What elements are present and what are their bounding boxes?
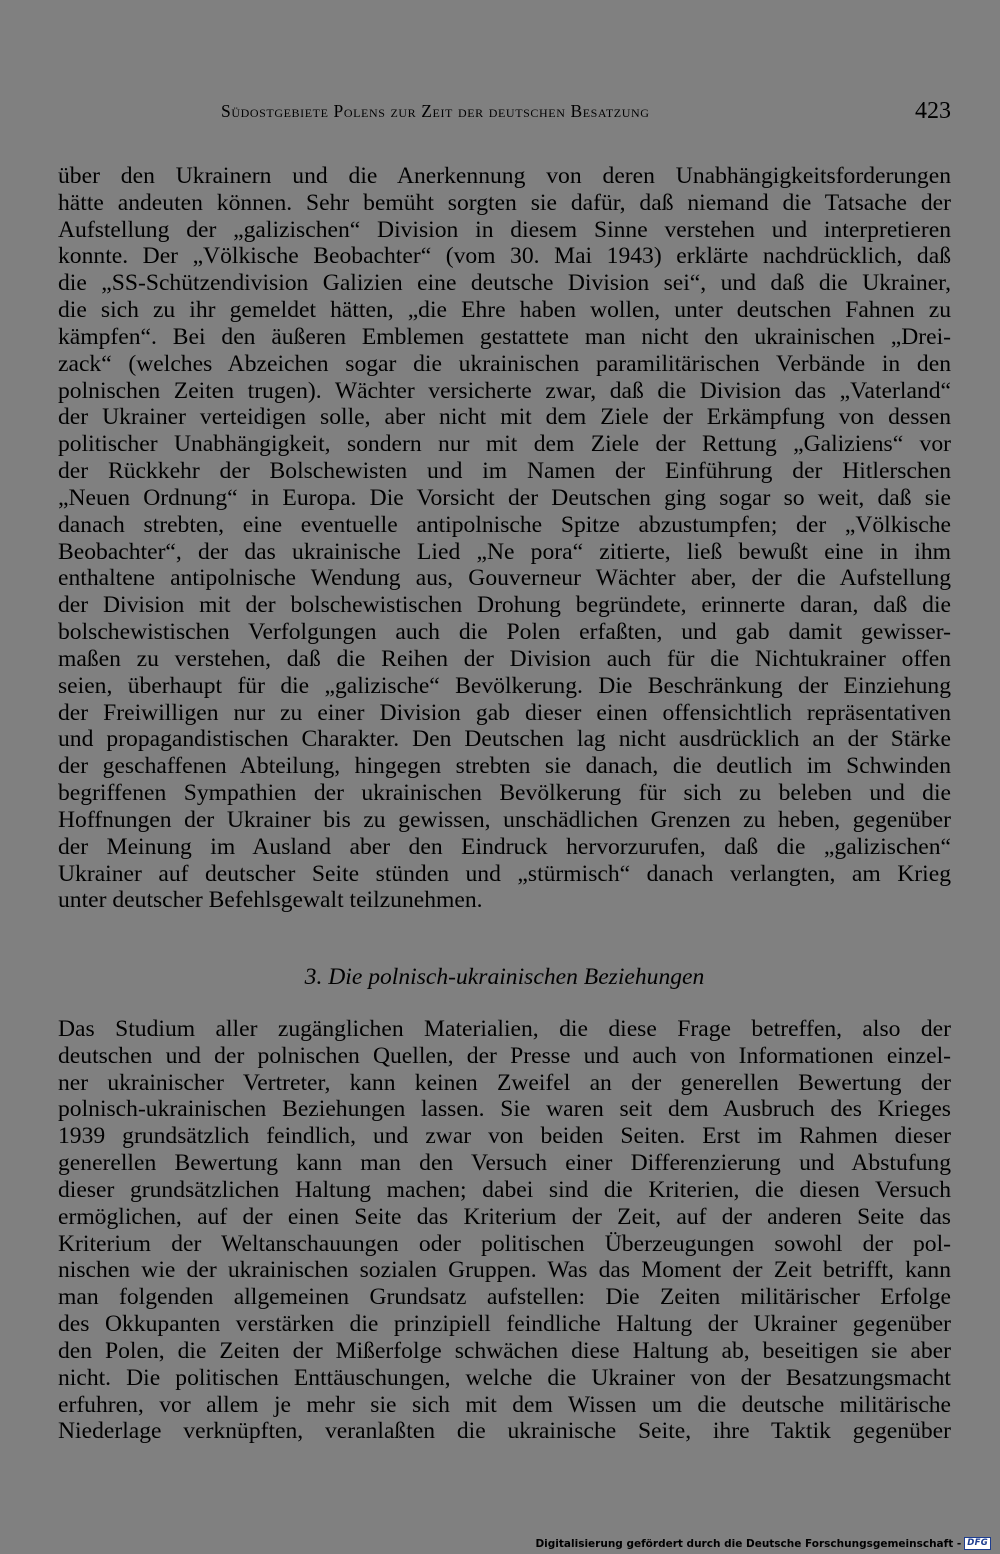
page-number: 423 [915, 98, 951, 124]
text-line: bolschewistischen Verfolgungen auch die Polen erfaßten, und gab damit gewisser- [58, 619, 951, 646]
text-line: 1939 grundsätzlich feindlich, und zwar von beiden Seiten. Erst im Rahmen dieser [58, 1123, 951, 1150]
text-line: erfuhren, vor allem je mehr sie sich mit dem Wissen um die deutsche militärische [58, 1391, 951, 1418]
text-line: über den Ukrainern und die Anerkennung von deren Unabhängigkeitsforderungen [58, 163, 951, 189]
text-line: nicht. Die politischen Enttäuschungen, welche die Ukrainer von der Besatzungsmacht [58, 1364, 951, 1391]
text-line: enthaltene antipolnische Wendung aus, Gouverneur Wächter aber, der die Aufstellung [58, 565, 951, 592]
text-line: der Ukrainer verteidigen solle, aber nicht mit dem Ziele der Erkämpfung von dessen [58, 404, 951, 431]
text-line: die sich zu ihr gemeldet hätten, „die Ehre haben wollen, unter deutschen Fahnen zu [58, 297, 951, 324]
document-page [58, 0, 951, 1540]
text-line: nischen wie der ukrainischen sozialen Gruppen. Was das Moment der Zeit betrifft, kann [58, 1257, 951, 1284]
running-head [58, 98, 951, 131]
footer-credit [535, 1537, 991, 1550]
text-line: den Polen, die Zeiten der Mißerfolge schwächen diese Haltung ab, beseitigen sie aber [58, 1337, 951, 1364]
text-line: ermöglichen, auf der einen Seite das Kriterium der Zeit, auf der anderen Seite das [58, 1203, 951, 1230]
text-line: maßen zu verstehen, daß die Reihen der Division auch für die Nichtukrainer offen [58, 645, 951, 672]
text-line: polnischen Zeiten trugen). Wächter versicherte zwar, daß die Division das „Vaterland“ [58, 377, 951, 404]
text-line: der Meinung im Ausland aber den Eindruck hervorzurufen, daß die „galizischen“ [58, 833, 951, 860]
text-line: kämpfen“. Bei den äußeren Emblemen gestattete man nicht den ukrainischen „Drei- [58, 323, 951, 350]
text-line: zack“ (welches Abzeichen sogar die ukrainischen paramilitärischen Verbände in den [58, 350, 951, 377]
text-line: Niederlage verknüpften, veranlaßten die ukrainische Seite, ihre Taktik gegenüber [58, 1418, 951, 1445]
text-line: dieser grundsätzlichen Haltung machen; dabei sind die Kriterien, die diesen Versuch [58, 1176, 951, 1203]
paragraph-2 [58, 1016, 951, 1445]
text-line: begriffenen Sympathien der ukrainischen Bevölkerung für sich zu beleben und die [58, 780, 951, 807]
text-line: Ukrainer auf deutscher Seite stünden und „stürmisch“ danach verlangten, am Krieg [58, 860, 951, 887]
text-line: generellen Bewertung kann man den Versuch einer Differenzierung und Abstufung [58, 1150, 951, 1177]
running-title: Südostgebiete Polens zur Zeit der deutschen Besatzung [221, 101, 650, 121]
paragraph-1 [58, 163, 951, 914]
text-line: Kriterium der Weltanschauungen oder politischen Überzeugungen sowohl der pol- [58, 1230, 951, 1257]
text-line: man folgenden allgemeinen Grundsatz aufstellen: Die Zeiten militärischer Erfolge [58, 1284, 951, 1311]
text-line: „Neuen Ordnung“ in Europa. Die Vorsicht der Deutschen ging sogar so weit, daß sie [58, 484, 951, 511]
text-line: polnisch-ukrainischen Beziehungen lassen. Sie waren seit dem Ausbruch des Krieges [58, 1096, 951, 1123]
text-line: Aufstellung der „galizischen“ Division in diesem Sinne verstehen und interpretieren [58, 216, 951, 243]
dfg-logo-icon: DFG [964, 1537, 991, 1550]
text-line: konnte. Der „Völkische Beobachter“ (vom 30. Mai 1943) erklärte nachdrücklich, daß [58, 243, 951, 270]
text-line: die „SS-Schützendivision Galizien eine deutsche Division sei“, und daß die Ukrainer, [58, 270, 951, 297]
text-line: des Okkupanten verstärken die prinzipiell feindliche Haltung der Ukrainer gegenüber [58, 1311, 951, 1338]
text-line: Beobachter“, der das ukrainische Lied „Ne pora“ zitierte, ließ bewußt eine in ihm [58, 538, 951, 565]
text-line: danach strebten, eine eventuelle antipolnische Spitze abzustumpfen; der „Völkische [58, 511, 951, 538]
footer-credit-text: Digitalisierung gefördert durch die Deutsche Forschungsgemeinschaft - [535, 1537, 962, 1550]
text-line: hätte andeuten können. Sehr bemüht sorgten sie dafür, daß niemand die Tatsache der [58, 189, 951, 216]
text-line: und propagandistischen Charakter. Den Deutschen lag nicht ausdrücklich an der Stärke [58, 726, 951, 753]
text-line: der Division mit der bolschewistischen Drohung begründete, erinnerte daran, daß die [58, 592, 951, 619]
text-line: Das Studium aller zugänglichen Materialien, die diese Frage betreffen, also der [58, 1016, 951, 1042]
text-line: seien, überhaupt für die „galizische“ Bevölkerung. Die Beschränkung der Einziehung [58, 672, 951, 699]
text-line: der geschaffenen Abteilung, hingegen strebten sie danach, die deutlich im Schwinden [58, 753, 951, 780]
text-line: unter deutscher Befehlsgewalt teilzunehmen. [58, 887, 483, 914]
text-line: ner ukrainischer Vertreter, kann keinen Zweifel an der generellen Bewertung der [58, 1069, 951, 1096]
text-line: deutschen und der polnischen Quellen, der Presse und auch von Informationen einzel- [58, 1042, 951, 1069]
text-line: der Rückkehr der Bolschewisten und im Namen der Einführung der Hitlerschen [58, 458, 951, 485]
text-line: politischer Unabhängigkeit, sondern nur mit dem Ziele der Rettung „Galiziens“ vor [58, 431, 951, 458]
text-line: der Freiwilligen nur zu einer Division gab dieser einen offensichtlich repräsentativen [58, 699, 951, 726]
section-heading: 3. Die polnisch-ukrainischen Beziehungen [304, 964, 705, 990]
text-line: Hoffnungen der Ukrainer bis zu gewissen, unschädlichen Grenzen zu heben, gegenüber [58, 806, 951, 833]
